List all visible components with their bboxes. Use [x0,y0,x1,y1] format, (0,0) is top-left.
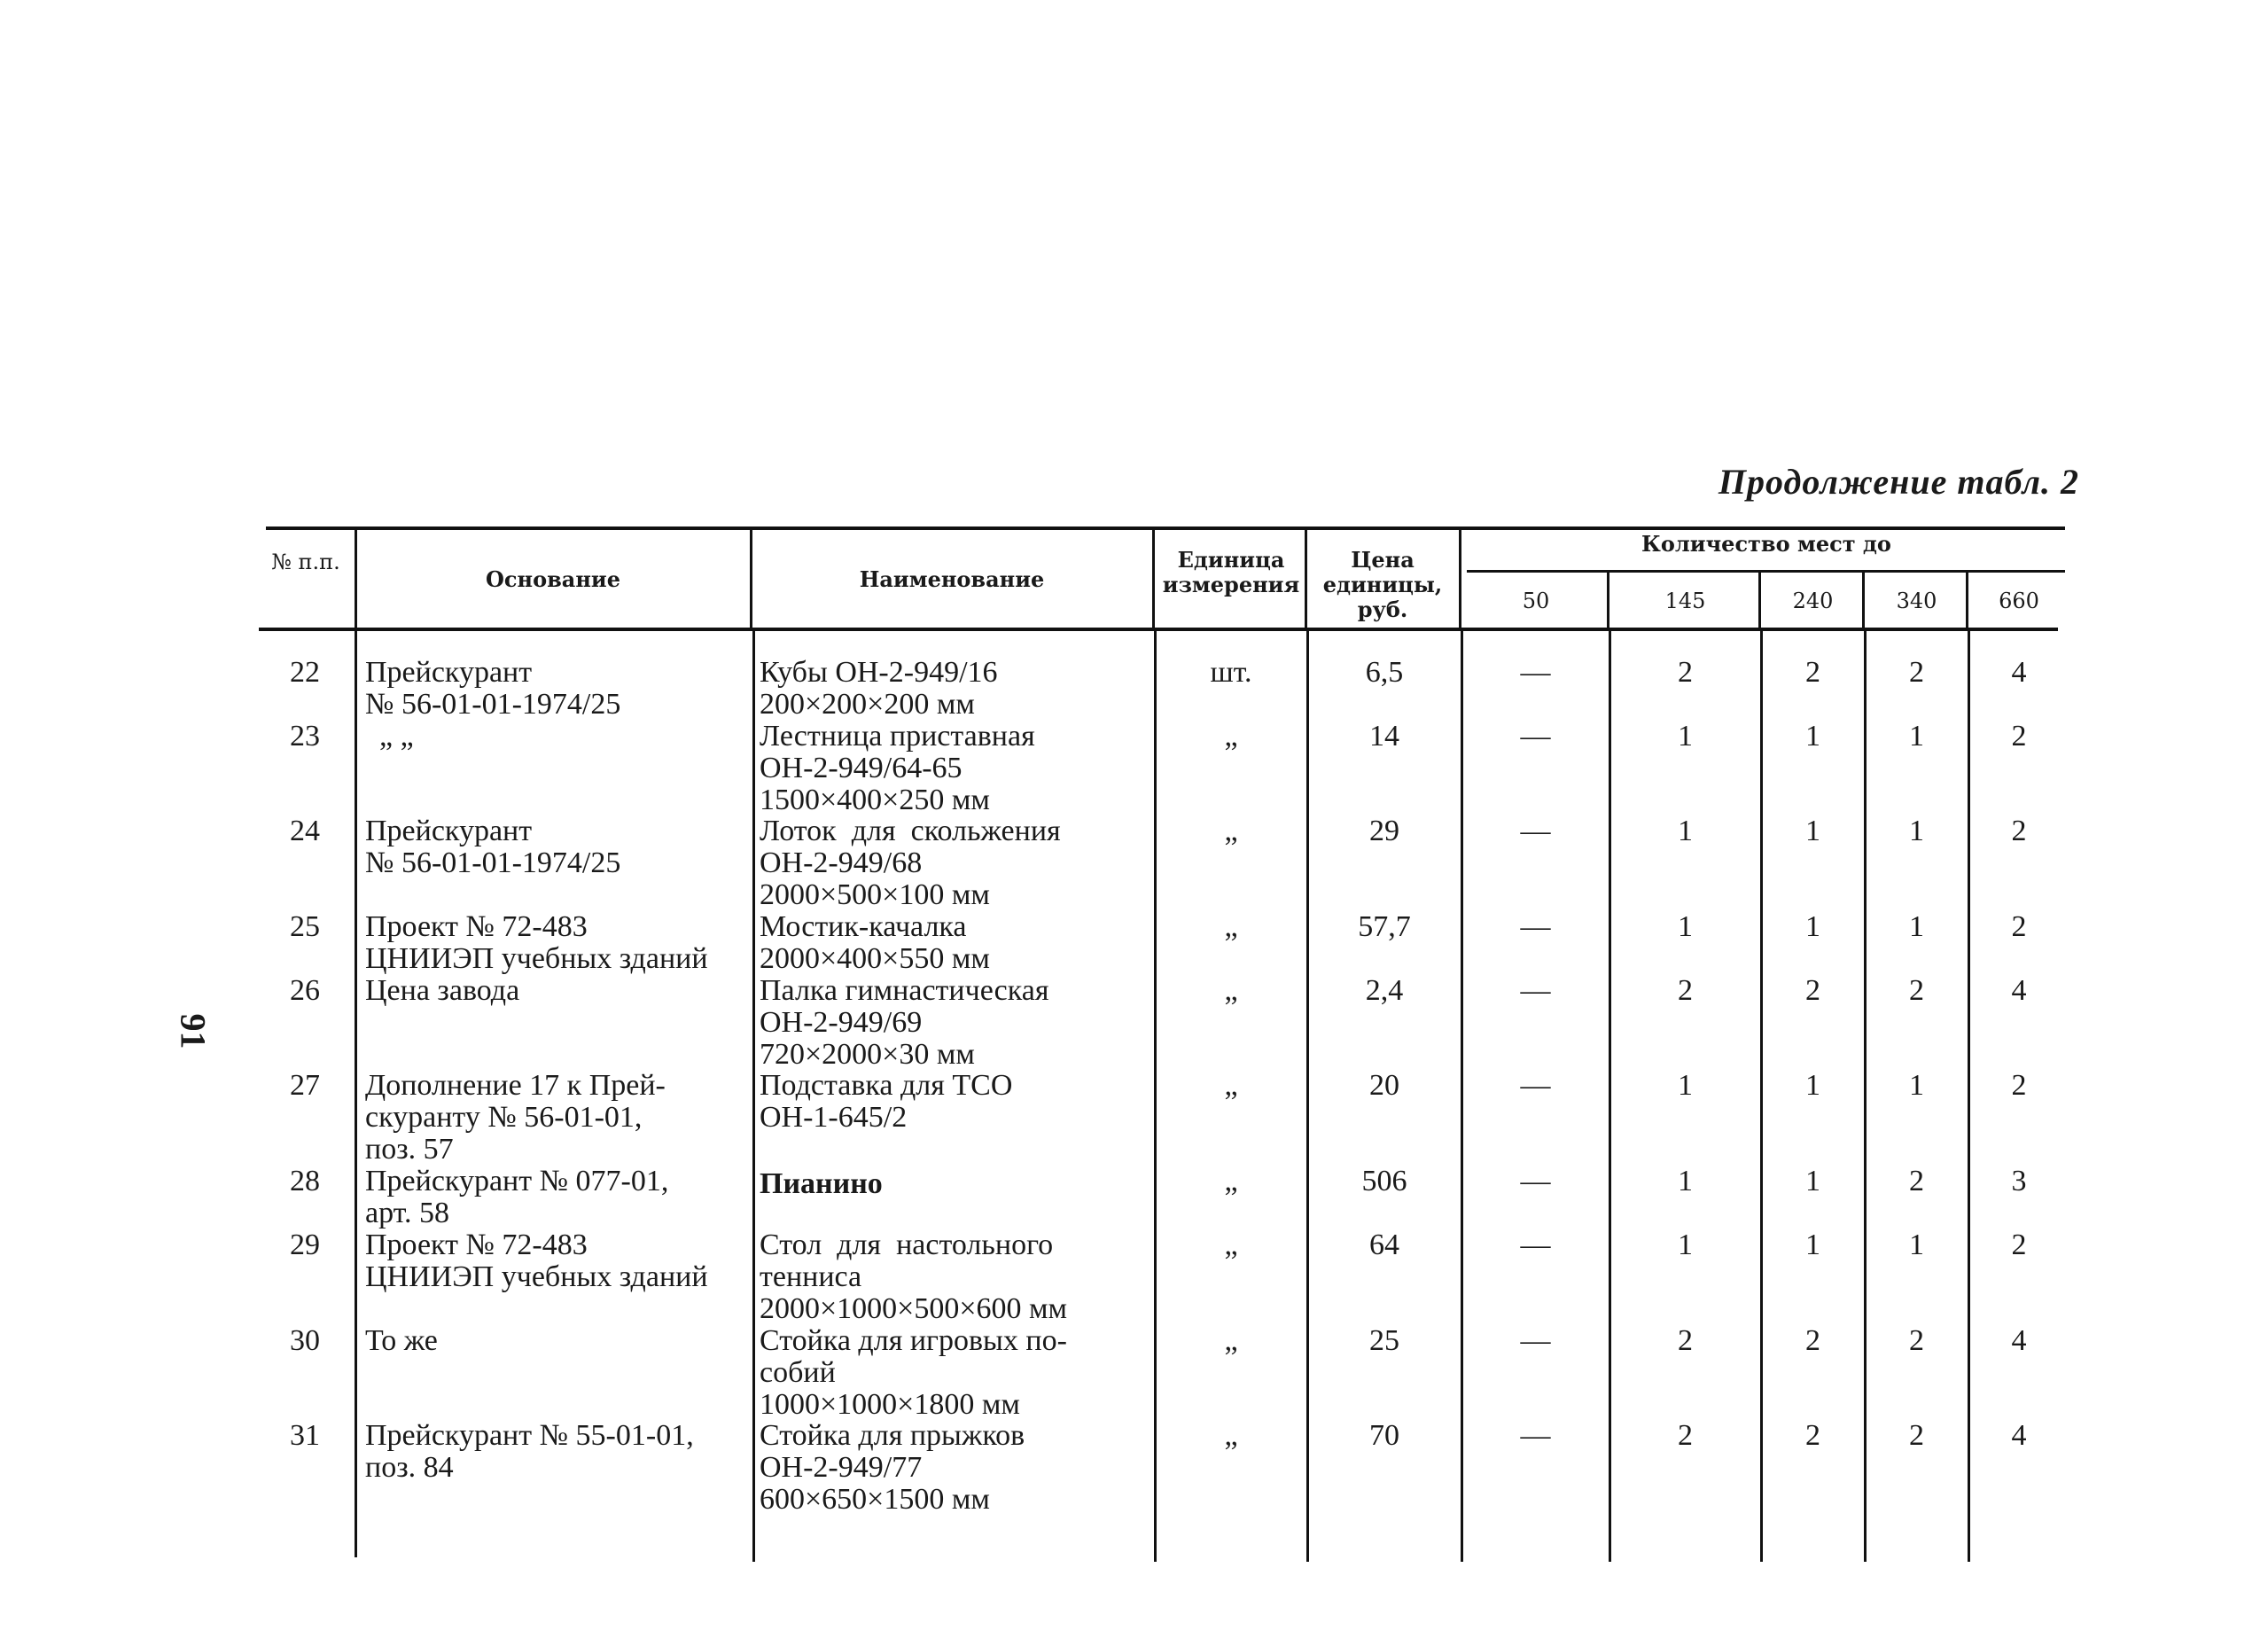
cell-q240: 2 [1805,656,1820,689]
cell-price: 57,7 [1358,910,1411,943]
cell-unit: „ [1224,910,1238,943]
table-top-rule [266,526,2065,530]
cell-q660: 2 [2011,815,2027,847]
cell-num: 31 [290,1419,320,1452]
cell-price: 14 [1369,720,1399,753]
cell-name: Кубы ОН-2-949/16 200×200×200 мм [760,656,998,721]
cell-q145: 1 [1678,910,1693,943]
cell-q240: 1 [1805,1165,1820,1197]
cell-basis: Прейскурант № 077-01, арт. 58 [365,1165,669,1229]
cell-price: 2,4 [1365,974,1404,1007]
cell-q660: 2 [2011,1069,2027,1102]
cell-num: 25 [290,910,320,943]
cell-name: Лестница приставная ОН-2-949/64-65 1500×400×250 мм [760,720,1035,816]
cell-basis: Дополнение 17 к Прей- скуранту № 56-01-01, поз. 57 [365,1069,666,1166]
cell-unit: „ [1224,1228,1238,1261]
cell-q340: 1 [1909,910,1924,943]
cell-basis: Прейскурант № 55-01-01, поз. 84 [365,1419,694,1484]
header-places-240: 240 [1792,589,1834,613]
cell-q660: 3 [2011,1165,2027,1197]
cell-basis: Проект № 72-483 ЦНИИЭП учебных зданий [365,1228,708,1293]
cell-q50: — [1520,910,1551,943]
cell-q240: 1 [1805,1228,1820,1261]
cell-price: 70 [1369,1419,1399,1452]
header-places-340: 340 [1896,589,1937,613]
cell-basis: „ „ [379,720,414,753]
cell-num: 22 [290,656,320,689]
cell-basis: Цена завода [365,974,520,1007]
header-divider [1966,573,1968,628]
cell-q240: 1 [1805,815,1820,847]
cell-q660: 4 [2011,656,2027,689]
header-name: Наименование [859,566,1045,592]
header-price: Цена единицы, руб. [1322,547,1443,622]
column-divider [355,631,357,1557]
header-places-145: 145 [1664,589,1706,613]
cell-price: 20 [1369,1069,1399,1102]
cell-q145: 1 [1678,1228,1693,1261]
cell-q50: — [1520,1419,1551,1452]
cell-unit: шт. [1210,656,1252,689]
header-divider [1758,573,1761,628]
cell-q340: 1 [1909,815,1924,847]
cell-q340: 2 [1909,1165,1924,1197]
cell-q240: 1 [1805,1069,1820,1102]
header-basis: Основание [486,566,620,592]
cell-name: Стойка для прыжков ОН-2-949/77 600×650×1500 мм [760,1419,1025,1516]
cell-price: 29 [1369,815,1399,847]
places-header-rule [1467,570,2065,573]
cell-price: 64 [1369,1228,1399,1261]
cell-q145: 2 [1678,1419,1693,1452]
cell-q340: 2 [1909,974,1924,1007]
cell-q50: — [1520,1069,1551,1102]
cell-price: 6,5 [1365,656,1404,689]
cell-q240: 1 [1805,720,1820,753]
cell-q145: 1 [1678,720,1693,753]
cell-unit: „ [1224,974,1238,1007]
cell-q50: — [1520,815,1551,847]
cell-q240: 2 [1805,974,1820,1007]
cell-unit: „ [1224,1419,1238,1452]
cell-num: 28 [290,1165,320,1197]
cell-price: 25 [1369,1324,1399,1357]
cell-unit: „ [1224,1324,1238,1357]
cell-q340: 2 [1909,1324,1924,1357]
cell-q50: — [1520,1165,1551,1197]
cell-name: Стойка для игровых по- собий 1000×1000×1800 мм [760,1324,1067,1421]
cell-num: 26 [290,974,320,1007]
cell-q240: 2 [1805,1324,1820,1357]
cell-basis: Прейскурант № 56-01-01-1974/25 [365,656,621,721]
cell-q50: — [1520,1324,1551,1357]
cell-basis: Проект № 72-483 ЦНИИЭП учебных зданий [365,910,708,975]
cell-q340: 2 [1909,656,1924,689]
cell-name: Лоток для скольжения ОН-2-949/68 2000×500×100 мм [760,815,1061,911]
cell-q660: 4 [2011,974,2027,1007]
cell-q145: 1 [1678,815,1693,847]
cell-unit: „ [1224,1165,1238,1197]
cell-name: Мостик-качалка 2000×400×550 мм [760,910,990,975]
header-divider [355,530,357,628]
cell-q240: 1 [1805,910,1820,943]
cell-unit: „ [1224,815,1238,847]
column-divider [752,631,755,1562]
cell-q660: 2 [2011,720,2027,753]
header-divider [1459,530,1461,628]
cell-q660: 4 [2011,1419,2027,1452]
header-places: Количество мест до [1641,531,1891,557]
header-places-660: 660 [1999,589,2039,613]
cell-q145: 1 [1678,1069,1693,1102]
cell-q340: 1 [1909,720,1924,753]
cell-q145: 2 [1678,974,1693,1007]
header-places-50: 50 [1522,589,1550,613]
cell-num: 27 [290,1069,320,1102]
cell-q660: 2 [2011,910,2027,943]
cell-basis: Прейскурант № 56-01-01-1974/25 [365,815,621,879]
cell-name: Пианино [760,1167,883,1200]
page-number: 91 [173,1013,214,1049]
cell-price: 506 [1361,1165,1407,1197]
cell-q340: 1 [1909,1069,1924,1102]
cell-name: Стол для настольного тенниса 2000×1000×500×600 мм [760,1228,1068,1325]
header-unit: Единица измерения [1162,547,1300,597]
cell-q145: 2 [1678,656,1693,689]
cell-unit: „ [1224,1069,1238,1102]
header-divider [1152,530,1155,628]
cell-num: 30 [290,1324,320,1357]
cell-q340: 2 [1909,1419,1924,1452]
cell-num: 24 [290,815,320,847]
cell-q660: 4 [2011,1324,2027,1357]
cell-q660: 2 [2011,1228,2027,1261]
cell-name: Подставка для ТСО ОН-1-645/2 [760,1069,1013,1134]
cell-num: 29 [290,1228,320,1261]
cell-num: 23 [290,720,320,753]
cell-q145: 1 [1678,1165,1693,1197]
header-bottom-rule [259,628,2058,631]
header-num: № п.п. [271,550,340,574]
table-caption: Продолжение табл. 2 [1718,462,2079,502]
cell-q340: 1 [1909,1228,1924,1261]
cell-unit: „ [1224,720,1238,753]
cell-name: Палка гимнастическая ОН-2-949/69 720×2000×30 мм [760,974,1049,1071]
header-divider [750,530,752,628]
cell-q145: 2 [1678,1324,1693,1357]
header-divider [1305,530,1307,628]
cell-q240: 2 [1805,1419,1820,1452]
cell-basis: То же [365,1324,438,1357]
cell-q50: — [1520,974,1551,1007]
cell-q50: — [1520,1228,1551,1261]
header-divider [1862,573,1865,628]
cell-q50: — [1520,656,1551,689]
cell-q50: — [1520,720,1551,753]
